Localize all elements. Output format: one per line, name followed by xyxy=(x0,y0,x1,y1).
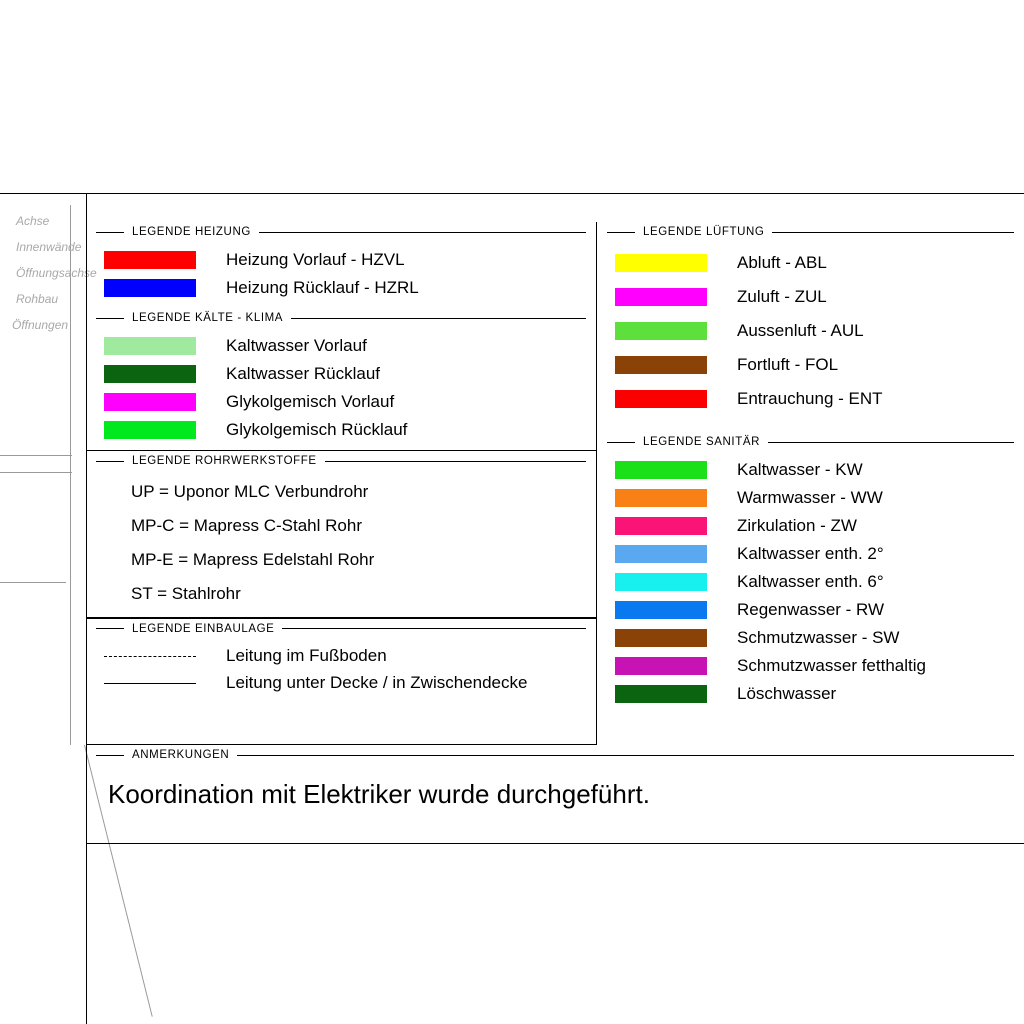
legend-item-label: Kaltwasser enth. 6° xyxy=(737,572,884,591)
cad-guide-line-horizontal-a xyxy=(0,455,72,456)
legend-group-materials-title: LEGENDE ROHRWERKSTOFFE xyxy=(132,455,317,468)
color-swatch xyxy=(615,685,707,703)
legend-item-label: Kaltwasser - KW xyxy=(737,460,863,479)
color-swatch xyxy=(615,545,707,563)
rule-left-icon xyxy=(96,232,124,233)
cad-label-2: Öffnungsachse xyxy=(16,266,97,280)
legend-item xyxy=(597,596,1024,624)
color-swatch xyxy=(615,489,707,507)
rule-left-icon xyxy=(96,755,124,756)
rule-left-icon xyxy=(96,318,124,319)
rule-right-icon xyxy=(291,318,586,319)
legend-item xyxy=(86,643,596,670)
legend-item-label: Aussenluft - AUL xyxy=(737,321,864,340)
legend-item xyxy=(597,348,1024,382)
legend-ventilation-rows xyxy=(597,242,1024,422)
legend-item-label: Schmutzwasser fetthaltig xyxy=(737,656,926,675)
legend-position-rows xyxy=(86,639,596,703)
remarks-text: Koordination mit Elektriker wurde durchgeführt. xyxy=(108,779,650,809)
color-swatch xyxy=(615,322,707,340)
legend-item-label: Zuluft - ZUL xyxy=(737,287,827,306)
legend-item-label: Kaltwasser Vorlauf xyxy=(226,336,367,355)
legend-item xyxy=(86,416,596,444)
legend-column-right xyxy=(597,222,1024,745)
legend-sanitary-rows xyxy=(597,452,1024,714)
legend-item xyxy=(86,670,596,697)
cad-label-1: Innenwände xyxy=(16,240,82,254)
cad-label-4: Öffnungen xyxy=(12,318,69,332)
legend-item xyxy=(597,512,1024,540)
legend-item xyxy=(86,388,596,416)
rule-right-icon xyxy=(772,232,1014,233)
remarks-block xyxy=(86,745,1024,1024)
rule-right-icon xyxy=(325,461,586,462)
legend-item xyxy=(86,246,596,274)
legend-item-label: Heizung Vorlauf - HZVL xyxy=(226,250,405,269)
legend-group-position xyxy=(86,619,596,703)
legend-group-materials xyxy=(86,451,596,617)
color-swatch xyxy=(615,573,707,591)
legend-group-ventilation xyxy=(597,222,1024,422)
rule-left-icon xyxy=(607,232,635,233)
material-item: MP-E = Mapress Edelstahl Rohr xyxy=(131,550,375,570)
rule-left-icon xyxy=(607,442,635,443)
legend-item-label: Fortluft - FOL xyxy=(737,355,839,374)
legend-materials-rows xyxy=(86,471,596,617)
legend-group-heating-title: LEGENDE HEIZUNG xyxy=(132,226,251,238)
color-swatch xyxy=(615,356,707,374)
legend-cooling-rows xyxy=(86,328,596,450)
cad-guide-line-vertical-left xyxy=(70,205,71,745)
cad-guide-line-horizontal-c xyxy=(0,582,66,583)
legend-heating-rows xyxy=(86,242,596,308)
color-swatch xyxy=(615,254,707,272)
legend-item-label: Entrauchung - ENT xyxy=(737,389,883,408)
legend-group-position-title: LEGENDE EINBAULAGE xyxy=(132,622,275,635)
legend-item-label: Warmwasser - WW xyxy=(737,488,883,507)
legend-item xyxy=(597,382,1024,416)
material-item: ST = Stahlrohr xyxy=(131,584,241,604)
color-swatch xyxy=(104,251,196,269)
legend-item xyxy=(597,280,1024,314)
legend-group-sanitary-title: LEGENDE SANITÄR xyxy=(643,436,760,448)
rule-right-icon xyxy=(282,628,586,629)
remarks-title: ANMERKUNGEN xyxy=(132,749,230,761)
material-item: UP = Uponor MLC Verbundrohr xyxy=(131,482,369,502)
legend-item xyxy=(597,680,1024,708)
legend-item-label: Abluft - ABL xyxy=(737,253,827,272)
legend-group-heading xyxy=(86,222,596,242)
legend-item xyxy=(86,332,596,360)
color-swatch xyxy=(615,657,707,675)
color-swatch xyxy=(615,629,707,647)
legend-item xyxy=(597,456,1024,484)
legend-item xyxy=(597,246,1024,280)
legend-item-label: Zirkulation - ZW xyxy=(737,516,857,535)
color-swatch xyxy=(104,337,196,355)
legend-item xyxy=(597,484,1024,512)
legend-item-label: Glykolgemisch Rücklauf xyxy=(226,420,408,439)
legend-item-label: Heizung Rücklauf - HZRL xyxy=(226,278,419,297)
remarks-divider xyxy=(86,843,1024,844)
color-swatch xyxy=(615,461,707,479)
color-swatch xyxy=(615,517,707,535)
rule-left-icon xyxy=(96,461,124,462)
legend-group-heating xyxy=(86,222,596,308)
legend-group-heading xyxy=(597,222,1024,242)
color-swatch xyxy=(615,601,707,619)
legend-group-sanitary xyxy=(597,432,1024,714)
cad-label-3: Rohbau xyxy=(16,292,59,306)
legend-group-ventilation-title: LEGENDE LÜFTUNG xyxy=(643,226,765,238)
legend-item xyxy=(86,360,596,388)
legend-group-cooling-title: LEGENDE KÄLTE - KLIMA xyxy=(132,312,284,324)
legend-item-label: Kaltwasser enth. 2° xyxy=(737,544,884,563)
color-swatch xyxy=(615,288,707,306)
material-item: MP-C = Mapress C-Stahl Rohr xyxy=(131,516,362,536)
cad-label-0: Achse xyxy=(16,214,50,228)
rule-left-icon xyxy=(96,628,124,629)
legend-column-left xyxy=(86,222,597,745)
legend-item-label: Glykolgemisch Vorlauf xyxy=(226,392,395,411)
legend-item-label: Regenwasser - RW xyxy=(737,600,885,619)
color-swatch xyxy=(104,421,196,439)
rule-right-icon xyxy=(259,232,586,233)
legend-item xyxy=(597,540,1024,568)
legend-item xyxy=(597,568,1024,596)
legend-group-cooling xyxy=(86,308,596,450)
cad-guide-line-horizontal-b xyxy=(0,472,72,473)
color-swatch xyxy=(104,365,196,383)
rule-right-icon xyxy=(237,755,1014,756)
remarks-heading xyxy=(86,745,1024,765)
color-swatch xyxy=(104,279,196,297)
legend-group-heading xyxy=(597,432,1024,452)
legend-group-heading xyxy=(86,451,596,471)
legend-group-heading xyxy=(86,308,596,328)
legend-item-label: Leitung unter Decke / in Zwischendecke xyxy=(226,673,528,693)
rule-right-icon xyxy=(768,442,1014,443)
color-swatch xyxy=(104,393,196,411)
legend-item-label: Löschwasser xyxy=(737,684,837,703)
legend-item-label: Kaltwasser Rücklauf xyxy=(226,364,381,383)
legend-item xyxy=(597,314,1024,348)
legend-item xyxy=(597,652,1024,680)
color-swatch xyxy=(615,390,707,408)
dashed-line-icon xyxy=(104,656,196,657)
legend-item xyxy=(597,624,1024,652)
legend-area xyxy=(86,222,1024,745)
solid-line-icon xyxy=(104,683,196,684)
legend-item-label: Schmutzwasser - SW xyxy=(737,628,900,647)
legend-item xyxy=(86,274,596,302)
legend-item-label: Leitung im Fußboden xyxy=(226,646,387,666)
legend-group-heading xyxy=(86,619,596,639)
